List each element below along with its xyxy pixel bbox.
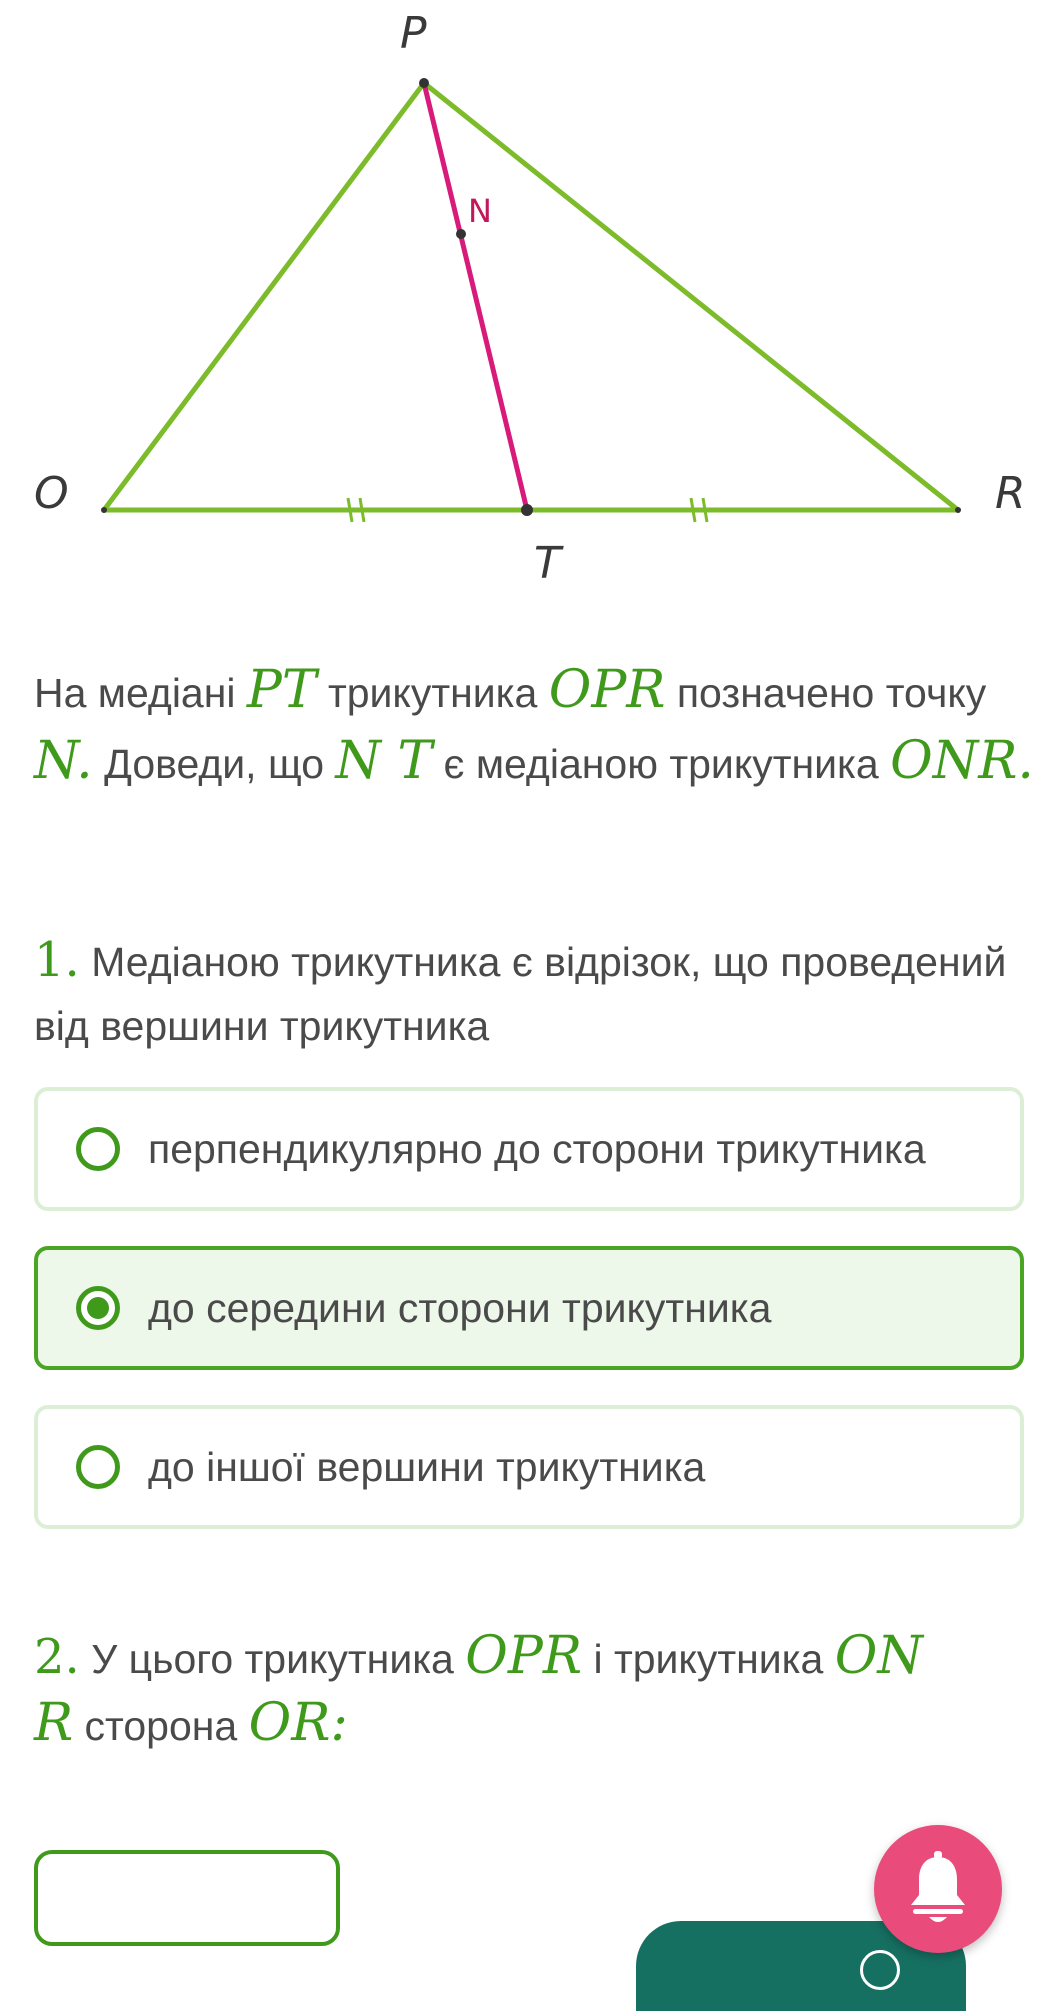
question-text: У цього трикутника (79, 1636, 466, 1682)
label-o: O (34, 468, 69, 519)
math-on: ON (834, 1626, 923, 1686)
math-n: N. (34, 731, 93, 791)
problem-text: є медіаною трикутника (432, 741, 891, 787)
question-number: 2. (34, 1629, 80, 1685)
math-onr: ONR. (890, 731, 1034, 791)
point-r-dot (955, 507, 961, 513)
option-label: до іншої вершини трикутника (148, 1443, 706, 1490)
problem-text: трикутника (316, 670, 549, 716)
triangle-opr (104, 83, 958, 510)
median-pt (424, 83, 527, 510)
math-opr: OPR (465, 1626, 583, 1686)
answer-option-perpendicular[interactable] (34, 1087, 1024, 1211)
option-label: до середини сторони трикутника (148, 1284, 772, 1331)
math-or: OR: (248, 1693, 348, 1753)
pill-icon (860, 1950, 900, 1990)
problem-text: Доведи, що (92, 741, 336, 787)
point-o-dot (101, 507, 107, 513)
question-number: 1. (34, 932, 80, 988)
radio-button-checked[interactable] (76, 1286, 120, 1330)
label-r: R (995, 468, 1026, 519)
triangle-figure (0, 0, 1062, 600)
problem-text: На медіані (34, 670, 247, 716)
label-n: N (468, 192, 492, 230)
question-1 (34, 928, 1034, 1058)
label-t: T (534, 538, 561, 589)
point-p-dot (419, 78, 429, 88)
point-t-dot (521, 504, 533, 516)
question-text: сторона (73, 1703, 249, 1749)
answer-option-midpoint[interactable] (34, 1246, 1024, 1370)
math-pt: PT (246, 660, 317, 720)
answer-option-other-vertex[interactable] (34, 1405, 1024, 1529)
problem-statement (34, 656, 1034, 798)
question-text: і трикутника (582, 1636, 835, 1682)
question-2 (34, 1624, 1034, 1758)
point-n-dot (456, 229, 466, 239)
radio-button[interactable] (76, 1445, 120, 1489)
math-opr: OPR (548, 660, 666, 720)
question-text: Медіаною трикутника є відрізок, що проведений від вершини трикутника (34, 939, 1007, 1049)
math-nt: N T (335, 731, 433, 791)
label-p: P (400, 8, 427, 59)
notification-button[interactable] (874, 1825, 1002, 1953)
option-label: перпендикулярно до сторони трикутника (148, 1125, 926, 1172)
answer-select-box[interactable] (34, 1850, 340, 1946)
math-r: R (34, 1693, 74, 1753)
radio-button[interactable] (76, 1127, 120, 1171)
problem-text: позначено точку (665, 670, 987, 716)
bell-icon (903, 1851, 973, 1927)
